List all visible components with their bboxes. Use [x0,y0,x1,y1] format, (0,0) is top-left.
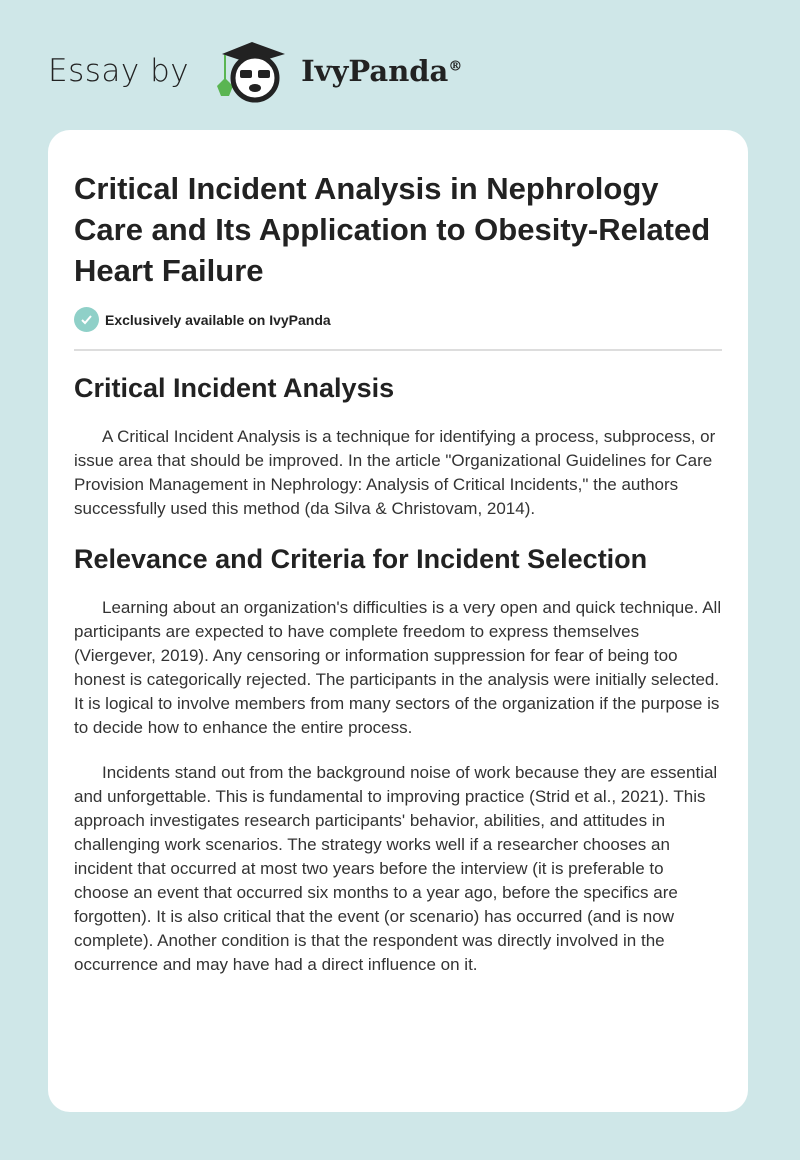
paragraph: A Critical Incident Analysis is a technique for identifying a process, subprocess, or issue area that should be improved. In the article "Organizational Guidelines for Care Provision Management in Nephrology: Analysis of Critical Incidents," the authors successfully used this method (da Silva & Christovam, 2014). [74,427,716,518]
section-heading: Relevance and Criteria for Incident Selection [74,544,648,574]
essay-title: Critical Incident Analysis in Nephrology Care and Its Application to Obesity-Related Heart Failure [74,171,711,288]
essay-card [48,130,748,1112]
paragraph: Learning about an organization's difficulties is a very open and quick technique. All participants are expected to have complete freedom to express themselves (Viergever, 2019). Any censoring or information suppression for fear of being too honest is categorically rejected. The participants in the analysis were initially selected. It is logical to involve members from many sectors of the organization if the purpose is to decide how to enhance the entire process. [74,598,722,737]
essay-by-label: Essay by [48,53,190,89]
registered-mark: ® [448,58,463,75]
brand-name [301,54,462,88]
divider [74,349,722,351]
section-heading: Critical Incident Analysis [74,373,395,403]
panda-logo-icon [207,36,297,106]
exclusive-badge [74,307,722,332]
brand-logo[interactable] [48,36,462,106]
brand-text: IvyPanda [301,54,449,88]
check-icon [74,307,99,332]
paragraph: Incidents stand out from the background noise of work because they are essential and unforgettable. This is fundamental to improving practice (Strid et al., 2021). This approach investigates research participants' behavior, abilities, and attitudes in challenging work scenarios. The strategy works well if a researcher chooses an incident that occurred at most two years before the interview (it is preferable to choose an event that occurred six months to a year ago, before the specifics are forgotten). It is also critical that the event (or scenario) has occurred (and is now complete). Another condition is that the respondent was directly involved in the occurrence and may have had a direct influence on it. [74,763,718,974]
exclusive-label: Exclusively available on IvyPanda [105,311,331,328]
